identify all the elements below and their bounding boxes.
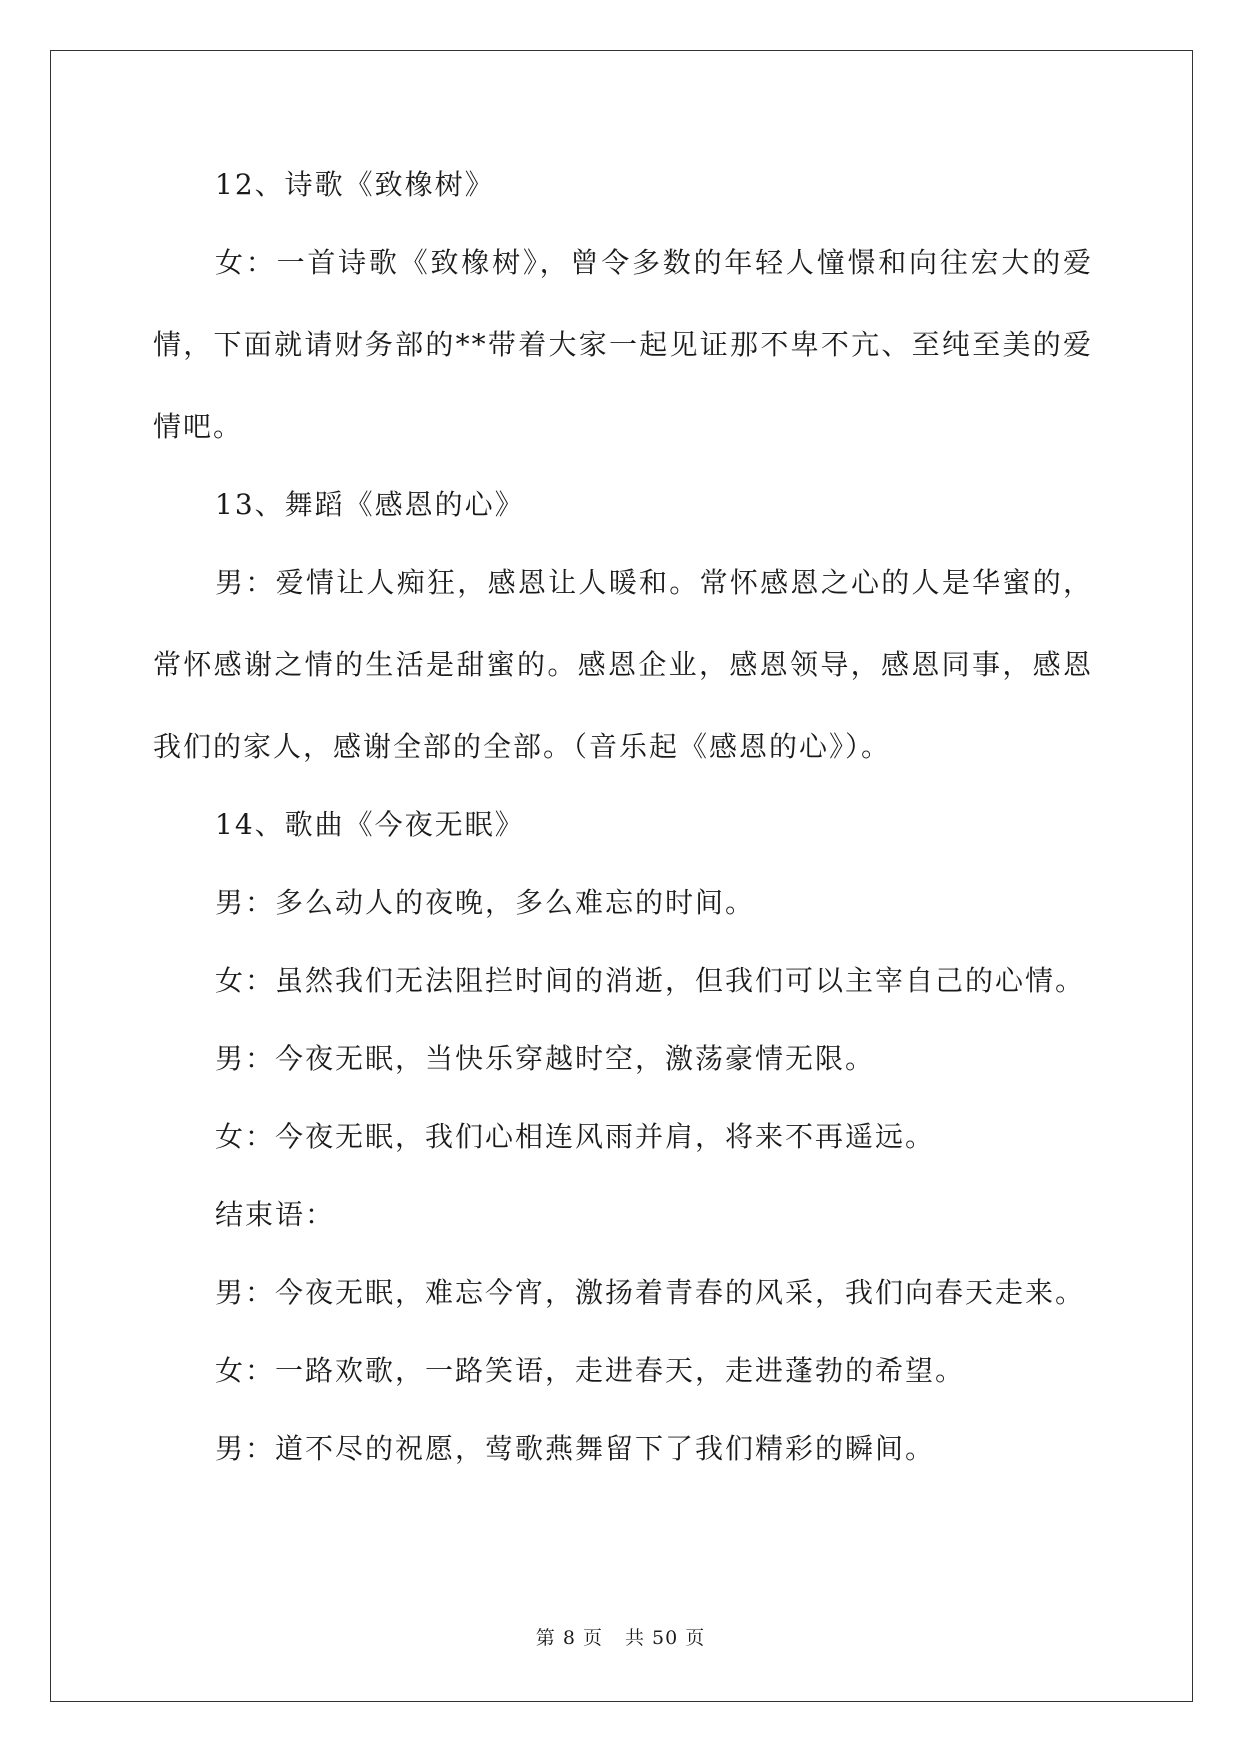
page-number: 第 8 页 xyxy=(535,1627,603,1649)
dialogue-line: 男：今夜无眠，当快乐穿越时空，激荡豪情无限。 xyxy=(215,1042,876,1075)
paragraph-intro-poem: 女：一首诗歌《致橡树》，曾令多数的年轻人憧憬和向往宏大的爱情，下面就请财务部的**带着大家一起见证那不卑不亢、至纯至美的爱情吧。 xyxy=(153,246,1093,443)
heading-item-12: 12、诗歌《致橡树》 xyxy=(215,168,495,201)
document-body xyxy=(153,160,1093,1502)
heading-item-13: 13、舞蹈《感恩的心》 xyxy=(215,488,525,521)
heading-item-14: 14、歌曲《今夜无眠》 xyxy=(215,808,525,841)
closing-heading: 结束语： xyxy=(215,1198,336,1231)
dialogue-line: 男：道不尽的祝愿，莺歌燕舞留下了我们精彩的瞬间。 xyxy=(215,1432,936,1465)
paragraph-intro-dance: 男：爱情让人痴狂，感恩让人暖和。常怀感恩之心的人是华蜜的，常怀感谢之情的生活是甜蜜的。感恩企业，感恩领导，感恩同事，感恩我们的家人，感谢全部的全部。（音乐起《感恩的心》）。 xyxy=(153,566,1093,763)
dialogue-line: 男：多么动人的夜晚，多么难忘的时间。 xyxy=(215,886,756,919)
dialogue-line: 女：今夜无眠，我们心相连风雨并肩，将来不再遥远。 xyxy=(215,1120,936,1153)
page-total: 共 50 页 xyxy=(624,1627,706,1649)
dialogue-line: 女：一路欢歌，一路笑语，走进春天，走进蓬勃的希望。 xyxy=(215,1354,966,1387)
page-footer xyxy=(0,1626,1241,1650)
dialogue-line: 女：虽然我们无法阻拦时间的消逝，但我们可以主宰自己的心情。 xyxy=(215,964,1086,997)
dialogue-line: 男：今夜无眠，难忘今宵，激扬着青春的风采，我们向春天走来。 xyxy=(215,1276,1086,1309)
